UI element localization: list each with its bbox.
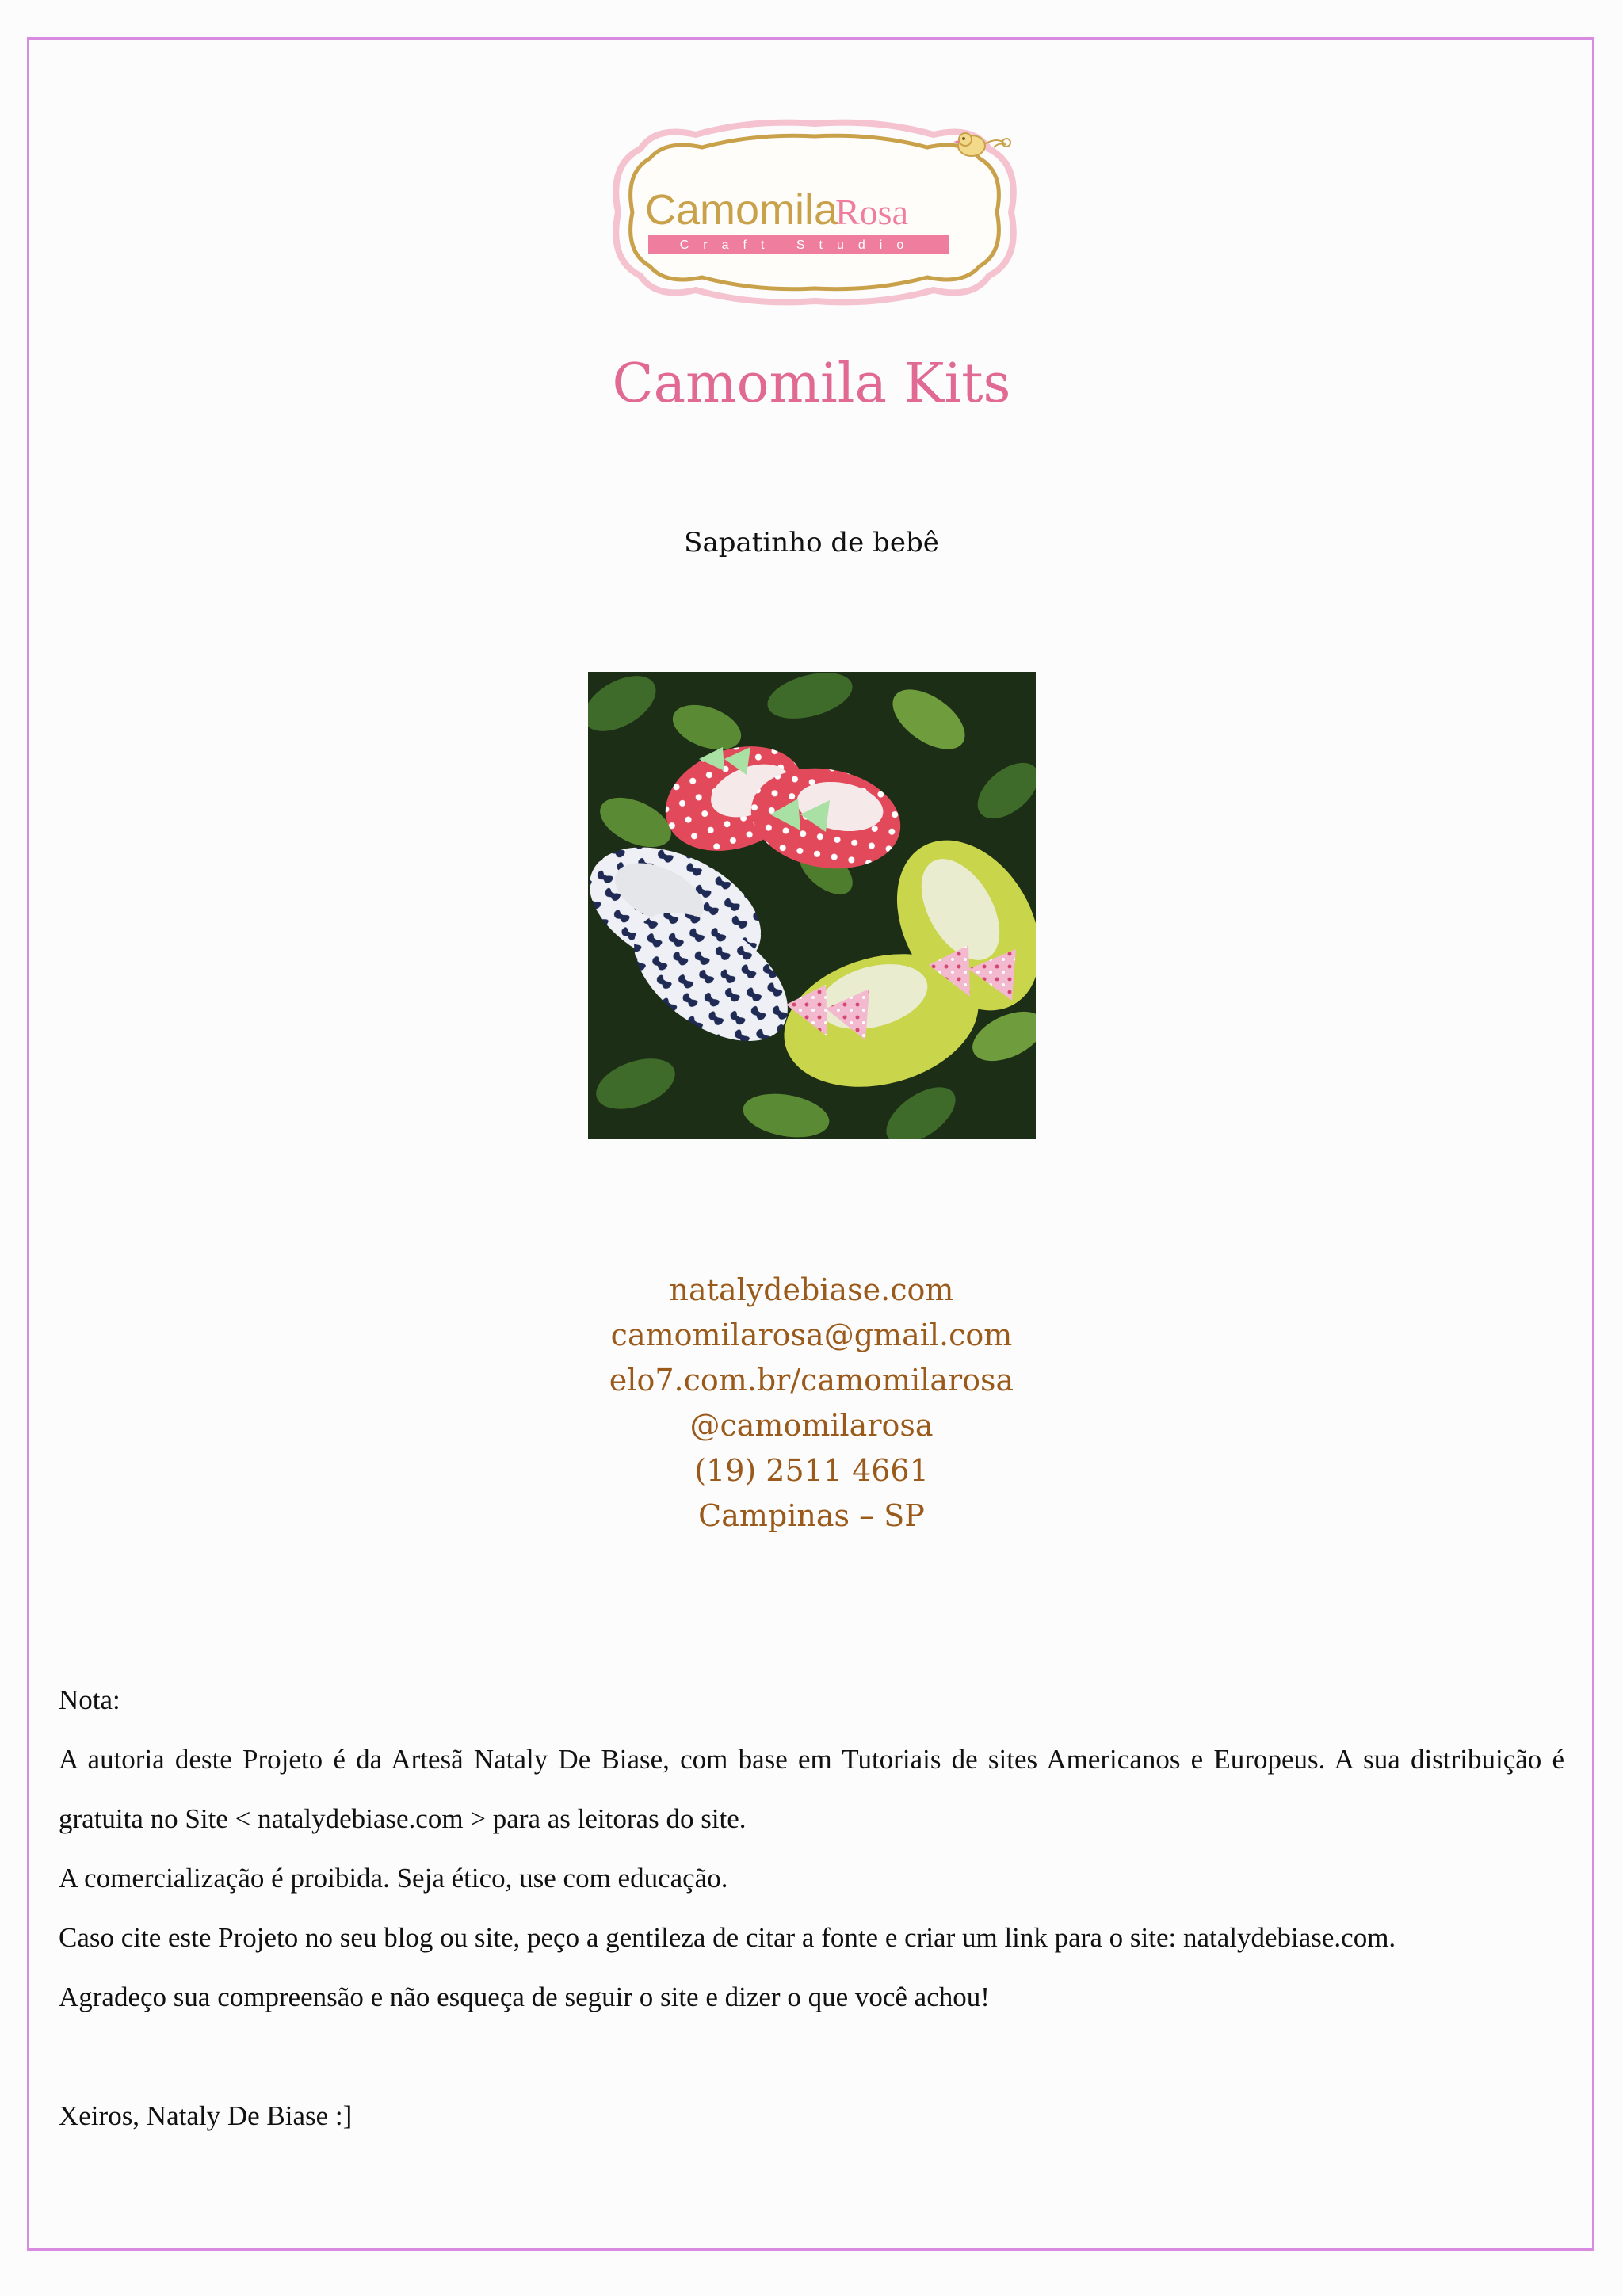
baby-shoes-photo bbox=[588, 672, 1036, 1139]
note-section bbox=[59, 1670, 1564, 2145]
note-paragraph: Agradeço sua compreensão e não esqueça de seguir o site e dizer o que você achou! bbox=[59, 1981, 990, 2012]
subtitle: Sapatinho de bebê bbox=[684, 527, 939, 559]
svg-text:Camomila: Camomila bbox=[645, 186, 838, 234]
camomila-rosa-logo bbox=[593, 117, 1037, 307]
svg-text:Rosa: Rosa bbox=[835, 192, 908, 232]
contact-elo7[interactable]: elo7.com.br/camomilarosa bbox=[609, 1363, 1014, 1398]
note-paragraph: Caso cite este Projeto no seu blog ou site, peço a gentileza de citar a fonte e criar um link para o site: natalydebiase.com. bbox=[59, 1922, 1396, 1953]
contact-email[interactable]: camomilarosa@gmail.com bbox=[610, 1318, 1013, 1352]
svg-text:Craft Studio: Craft Studio bbox=[679, 238, 918, 252]
bird-icon bbox=[953, 133, 1010, 156]
signature: Xeiros, Nataly De Biase :] bbox=[59, 2100, 353, 2131]
note-paragraph: A autoria deste Projeto é da Artesã Nataly De Biase, com base em Tutoriais de sites Americanos e Europeus. A sua distribuição é gratuita no Site < natalydebiase.com > para as leitoras do site. bbox=[59, 1744, 1564, 1834]
note-label: Nota: bbox=[59, 1684, 120, 1715]
note-paragraph: A comercialização é proibida. Seja ético, use com educação. bbox=[59, 1863, 728, 1894]
contact-list bbox=[0, 1268, 1623, 1539]
kit-title: Camomila Kits bbox=[612, 353, 1011, 415]
contact-phone: (19) 2511 4661 bbox=[694, 1453, 929, 1488]
contact-handle: @camomilarosa bbox=[689, 1408, 934, 1443]
contact-city: Campinas – SP bbox=[698, 1498, 925, 1533]
contact-website[interactable]: natalydebiase.com bbox=[669, 1272, 954, 1307]
